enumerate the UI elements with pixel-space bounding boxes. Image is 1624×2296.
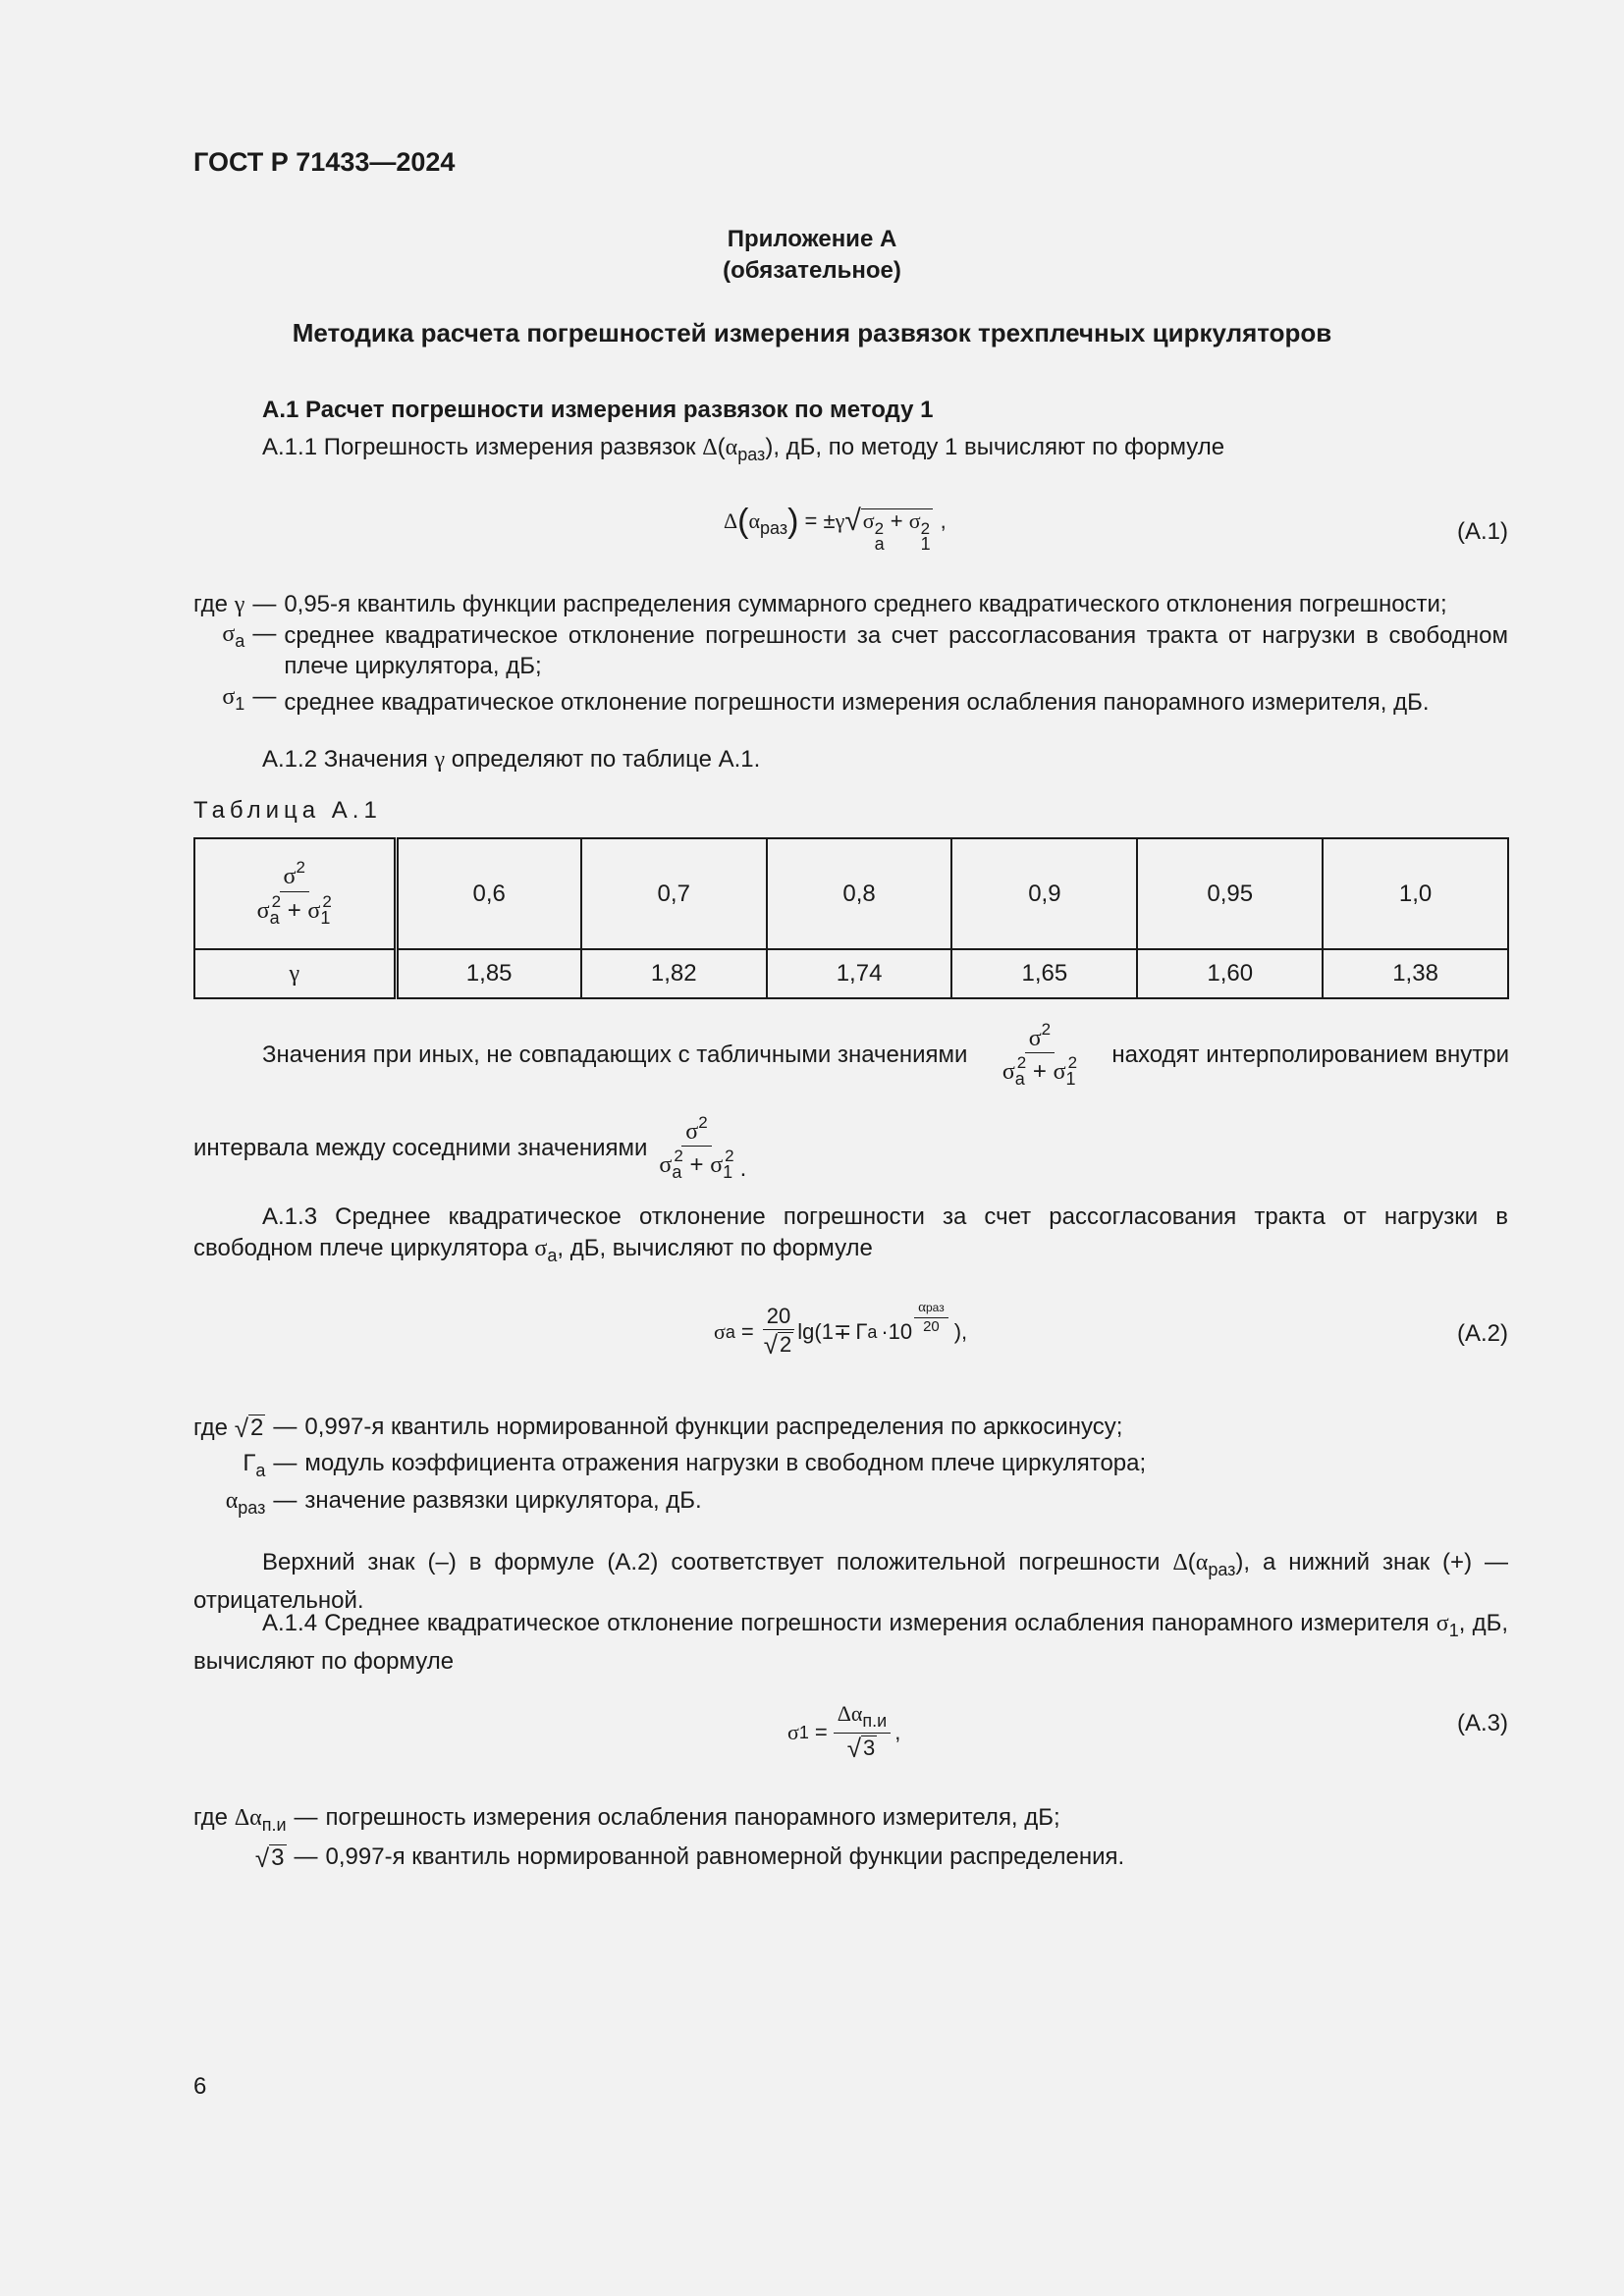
formula-a2-label: (А.2) xyxy=(1456,1320,1508,1347)
interpolation-line-2: интервала между соседними значениями $\frac{\sigma^2}{\sigma_а^2 + \sigma_1^2}$ . xyxy=(193,1113,747,1183)
paragraph-sign: Верхний знак (–) в формуле (А.2) соответствует положительной погрешности $\Delta(\alpha_{раз})$, а нижний знак (+) — отрицательной. xyxy=(193,1549,1508,1614)
table-cell: 1,74 xyxy=(767,949,952,998)
formula-a1-label: (А.1) xyxy=(1456,518,1508,545)
table-cell: 0,6 xyxy=(396,838,581,949)
where-list-1: где γ — 0,95-я квантиль функции распределения суммарного среднего квадратического отклонения погрешности; $\sigma_а$ — среднее квадратическое отклонение погрешности за счет рассогласования тракта от нагрузки в свободном плече циркулятора, дБ; $\sigma_1$ — среднее квадратическое отклонение погрешности измерения ослабления панорамного измерителя, дБ. xyxy=(193,591,1508,716)
appendix-title: Приложение А xyxy=(727,226,897,252)
table-cell: 1,38 xyxy=(1323,949,1508,998)
table-header-fraction: $\frac{\sigma^2}{\sigma_а^2 + \sigma_1^2}$ xyxy=(194,838,396,949)
interpolation-line-1: Значения при иных, не совпадающих с табличными значениями $\frac{\sigma^2}{\sigma_а^2 + \sigma_1^2}$ находят интерполированием внутри xyxy=(262,1020,1509,1090)
table-cell: 1,65 xyxy=(951,949,1137,998)
where-list-2: где √2 — 0,997-я квантиль нормированной функции распределения по арккосинусу; $Г_а$ — модуль коэффициента отражения нагрузки в свободном плече циркулятора; $\alpha_{раз}$ — значение развязки циркулятора, дБ. xyxy=(193,1414,1147,1518)
page-number: 6 xyxy=(193,2073,207,2100)
table-cell: 1,82 xyxy=(581,949,767,998)
table-cell: 1,60 xyxy=(1137,949,1323,998)
table-cell: 1,0 xyxy=(1323,838,1508,949)
appendix-status: (обязательное) xyxy=(723,257,901,284)
table-caption: Таблица А.1 xyxy=(193,797,382,824)
table-cell: 1,85 xyxy=(396,949,581,998)
table-cell: 0,9 xyxy=(951,838,1137,949)
section-heading: А.1 Расчет погрешности измерения развязок по методу 1 xyxy=(262,397,934,423)
document-title: Методика расчета погрешностей измерения развязок трехплечных циркуляторов xyxy=(292,318,1332,347)
table-row xyxy=(194,949,1508,998)
formula-a3: σ 1 = $\frac{\Delta\alpha_{п.и}}{√3}$ , xyxy=(787,1701,901,1764)
where-list-3: где $\Delta\alpha_{п.и}$ — погрешность измерения ослабления панорамного измерителя, дБ; √3 — 0,997-я квантиль нормированной равномерной функции распределения. xyxy=(193,1804,1125,1873)
table-cell: 0,7 xyxy=(581,838,767,949)
formula-a2: σ а = $\frac{20}{√2}$ lg(1 ∓ Г а ·10 $\frac{\text{αраз}}{20}$ ), xyxy=(714,1300,968,1361)
table-a1 xyxy=(193,837,1509,999)
table-cell: 0,95 xyxy=(1137,838,1323,949)
paragraph-a-1-1: А.1.1 Погрешность измерения развязок $\Delta(\alpha_{раз})$, дБ, по методу 1 вычисляют по формуле xyxy=(262,434,1225,464)
table-cell: 0,8 xyxy=(767,838,952,949)
formula-a1: $\Delta(\alpha_{раз}) = \pm\gamma√\sigma$ 2 а + σ 2 1 , xyxy=(724,503,947,555)
paragraph-a-1-3: А.1.3 Среднее квадратическое отклонение погрешности за счет рассогласования тракта от нагрузки в свободном плече циркулятора $\sigma_а$, дБ, вычисляют по формуле xyxy=(193,1203,1508,1265)
paragraph-a-1-2: А.1.2 Значения γ определяют по таблице А.1. xyxy=(262,746,761,773)
table-row-header-gamma: γ xyxy=(194,949,396,998)
standard-header: ГОСТ Р 71433—2024 xyxy=(193,147,456,177)
formula-a3-label: (А.3) xyxy=(1456,1710,1508,1736)
paragraph-a-1-4: А.1.4 Среднее квадратическое отклонение погрешности измерения ослабления панорамного измерителя $\sigma_1$, дБ, вычисляют по формуле xyxy=(193,1610,1508,1675)
table-row xyxy=(194,838,1508,949)
